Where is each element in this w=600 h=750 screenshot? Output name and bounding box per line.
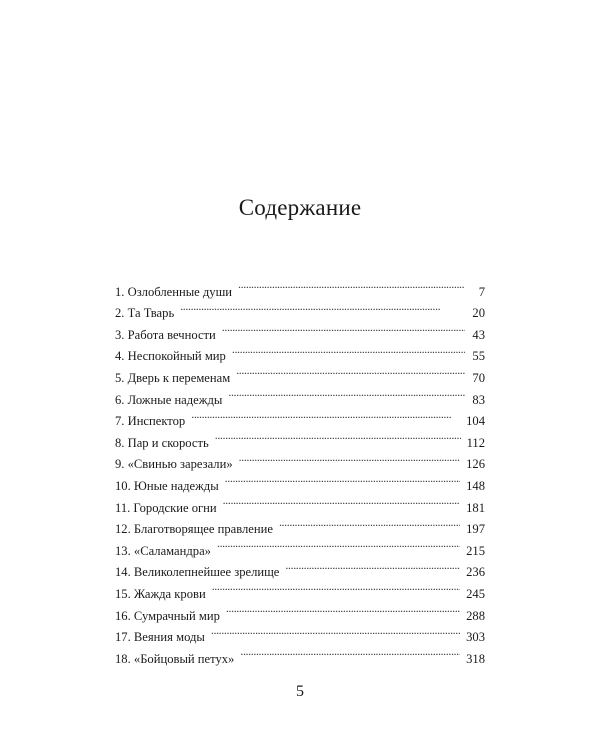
toc-entry-title: 13. «Саламандра» xyxy=(115,543,211,558)
dot-leader xyxy=(225,468,460,490)
toc-entry-page: 43 xyxy=(472,327,485,342)
page-number: 5 xyxy=(296,683,304,700)
dot-leader xyxy=(217,533,460,555)
toc-entry-page: 104 xyxy=(466,414,485,429)
dot-leader xyxy=(215,425,461,447)
toc-entry-page: 288 xyxy=(466,608,485,623)
dot-leader xyxy=(238,274,465,296)
dot-leader xyxy=(239,447,460,469)
toc-entry-title: 14. Великолепнейшее зрелище xyxy=(115,565,280,580)
toc-entry-title: 9. «Свинью зарезали» xyxy=(115,457,233,472)
toc-entry xyxy=(115,274,485,299)
dot-leader xyxy=(279,512,460,534)
toc-entry-title: 1. Озлобленные души xyxy=(115,284,233,299)
dot-leader xyxy=(240,641,460,663)
toc-entry-page: 20 xyxy=(472,306,485,321)
dot-leader xyxy=(212,576,460,598)
toc-entry-title: 17. Веяния моды xyxy=(115,630,205,645)
toc-entry-page: 215 xyxy=(466,543,485,558)
dot-leader xyxy=(222,317,465,339)
toc-entry-title: 2. Та Тварь xyxy=(115,306,175,321)
toc-entry-page: 112 xyxy=(466,435,485,450)
toc-entry-page: 126 xyxy=(466,457,485,472)
toc-entry-title: 3. Работа вечности xyxy=(115,327,216,342)
dot-leader xyxy=(191,404,460,426)
toc-entry-title: 16. Сумрачный мир xyxy=(115,608,220,623)
toc-entry-page: 83 xyxy=(472,392,485,407)
toc-entry-title: 4. Неспокойный мир xyxy=(115,349,226,364)
table-of-contents xyxy=(115,274,485,666)
toc-entry-page: 55 xyxy=(472,349,485,364)
toc-entry-page: 148 xyxy=(466,478,485,493)
toc-entry-title: 7. Инспектор xyxy=(115,414,186,429)
toc-entry-page: 245 xyxy=(466,586,485,601)
toc-entry-title: 11. Городские огни xyxy=(115,500,217,515)
toc-entry-page: 197 xyxy=(466,522,485,537)
dot-leader xyxy=(228,382,465,404)
dot-leader xyxy=(211,620,460,642)
toc-entry-title: 8. Пар и скорость xyxy=(115,435,209,450)
toc-entry-page: 303 xyxy=(466,630,485,645)
toc-entry-page: 318 xyxy=(466,651,485,666)
toc-entry-title: 10. Юные надежды xyxy=(115,478,219,493)
toc-entry-page: 236 xyxy=(466,565,485,580)
toc-entry-page: 70 xyxy=(472,370,485,385)
toc-entry-title: 12. Благотворящее правление xyxy=(115,522,273,537)
toc-entry-title: 18. «Бойцовый петух» xyxy=(115,651,235,666)
toc-entry-title: 6. Ложные надежды xyxy=(115,392,223,407)
dot-leader xyxy=(226,598,460,620)
dot-leader xyxy=(223,490,460,512)
toc-entry-title: 15. Жажда крови xyxy=(115,586,206,601)
toc-entry-title: 5. Дверь к переменам xyxy=(115,370,231,385)
toc-entry-page: 181 xyxy=(466,500,485,515)
toc-entry-page: 7 xyxy=(478,284,485,299)
page-title: Содержание xyxy=(238,195,362,221)
dot-leader xyxy=(236,360,465,382)
dot-leader xyxy=(180,296,465,318)
dot-leader xyxy=(232,339,465,361)
dot-leader xyxy=(285,555,460,577)
